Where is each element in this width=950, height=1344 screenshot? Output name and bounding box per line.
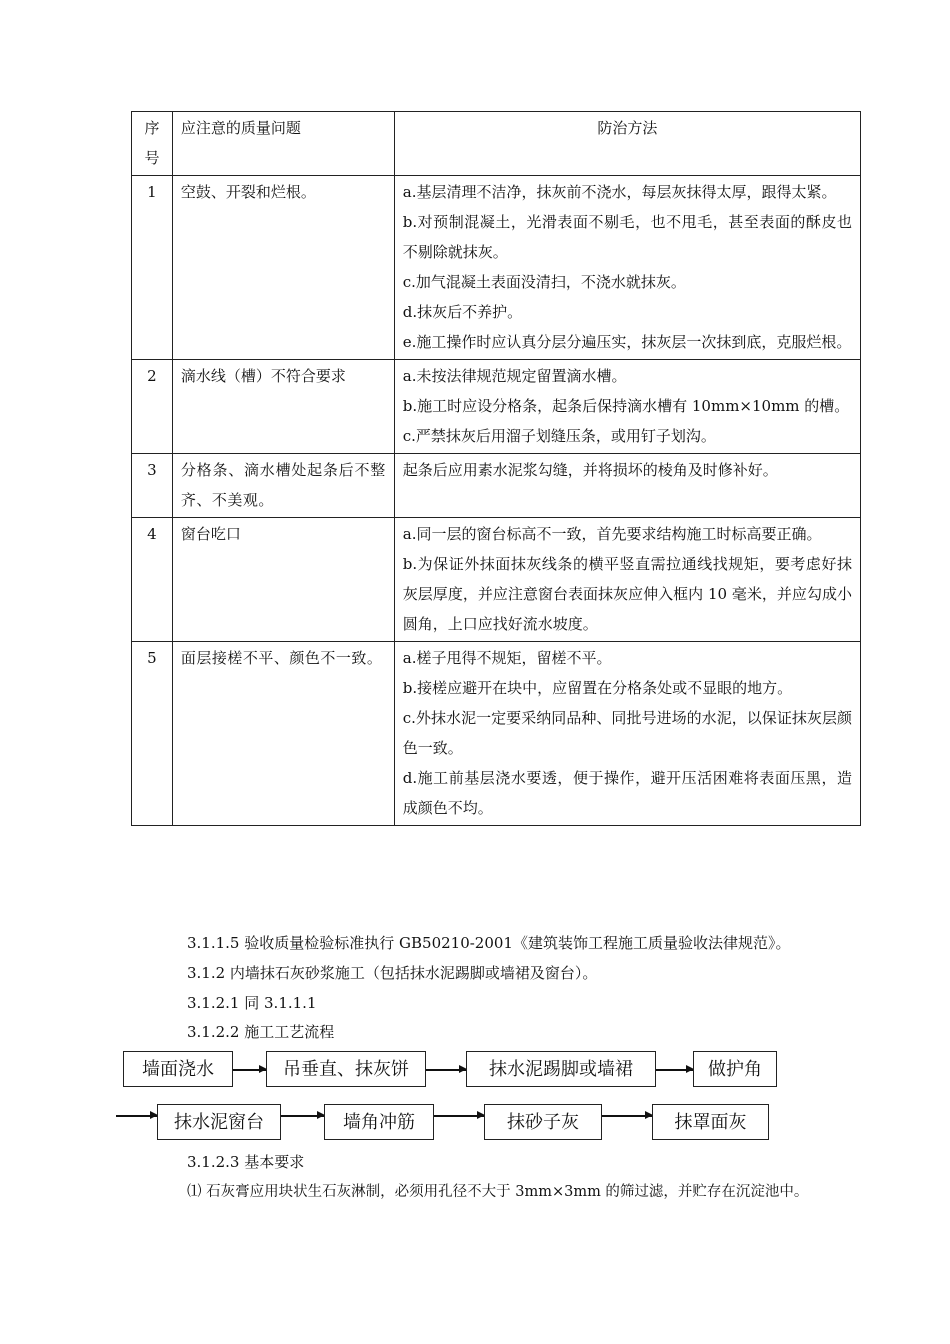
flow-arrow-icon xyxy=(426,1069,466,1071)
quality-issues-table xyxy=(131,111,861,826)
method-item: d.施工前基层浇水要透，便于操作，避开压活困难将表面压黑，造成颜色不均。 xyxy=(402,769,852,817)
flow-arrow-icon xyxy=(602,1115,652,1117)
method-item: b.对预制混凝土，光滑表面不剔毛，也不甩毛，甚至表面的酥皮也不剔除就抹灰。 xyxy=(402,213,852,261)
row-issue: 分格条、滴水槽处起条后不整齐、不美观。 xyxy=(172,454,394,518)
row-number: 1 xyxy=(132,176,173,360)
method-item: a.同一层的窗台标高不一致，首先要求结构施工时标高要正确。 xyxy=(402,525,822,543)
method-item: 起条后应用素水泥浆勾缝，并将损坏的棱角及时修补好。 xyxy=(402,461,778,479)
row-number: 3 xyxy=(132,454,173,518)
header-serial: 序号 xyxy=(132,112,173,176)
method-item: a.基层清理不洁净，抹灰前不浇水，每层灰抹得太厚，跟得太紧。 xyxy=(402,183,837,201)
header-method: 防治方法 xyxy=(394,112,860,176)
method-item: b.施工时应设分格条，起条后保持滴水槽有 10mm×10mm 的槽。 xyxy=(402,397,850,415)
section-heading-3-1-2: 3.1.2 内墙抹石灰砂浆施工（包括抹水泥踢脚或墙裙及窗台）。 xyxy=(187,964,598,982)
row-issue: 窗台吃口 xyxy=(172,518,394,642)
flow-arrow-icon xyxy=(656,1069,693,1071)
flow-step-wall-watering: 墙面浇水 xyxy=(123,1051,233,1087)
row-issue: 滴水线（槽）不符合要求 xyxy=(172,360,394,454)
acceptance-standard-line: 3.1.1.5 验收质量检验标准执行 GB50210-2001《建筑装饰工程施工质量验收法律规范》。 xyxy=(187,934,791,952)
method-item: b.接槎应避开在块中，应留置在分格条处或不显眼的地方。 xyxy=(402,679,793,697)
table-row xyxy=(132,518,861,642)
section-heading-3-1-2-3: 3.1.2.3 基本要求 xyxy=(187,1153,305,1171)
method-item: d.抹灰后不养护。 xyxy=(402,303,523,321)
table-header-row xyxy=(132,112,861,176)
flow-arrow-icon xyxy=(233,1069,266,1071)
flow-step-sand-mortar: 抹砂子灰 xyxy=(484,1104,602,1140)
method-item: a.未按法律规范规定留置滴水槽。 xyxy=(402,367,627,385)
method-item: c.加气混凝土表面没清扫，不浇水就抹灰。 xyxy=(402,273,686,291)
method-item: c.严禁抹灰后用溜子划缝压条，或用钉子划沟。 xyxy=(402,427,716,445)
flow-step-skirting-dado: 抹水泥踢脚或墙裙 xyxy=(466,1051,656,1087)
flow-arrow-icon xyxy=(281,1115,324,1117)
method-item: e.施工操作时应认真分层分遍压实，抹灰层一次抹到底，克服烂根。 xyxy=(402,333,852,351)
row-methods xyxy=(394,176,860,360)
row-methods xyxy=(394,642,860,826)
flow-arrow-icon xyxy=(434,1115,484,1117)
header-issue: 应注意的质量问题 xyxy=(172,112,394,176)
section-heading-3-1-2-1: 3.1.2.1 同 3.1.1.1 xyxy=(187,994,317,1012)
table-row xyxy=(132,454,861,518)
row-methods xyxy=(394,454,860,518)
method-item: c.外抹水泥一定要采纳同品种、同批号进场的水泥，以保证抹灰层颜色一致。 xyxy=(402,709,852,757)
flow-step-corner-guard: 做护角 xyxy=(693,1051,777,1087)
flow-step-corner-screeds: 墙角冲筋 xyxy=(324,1104,434,1140)
row-number: 4 xyxy=(132,518,173,642)
flow-step-window-sill: 抹水泥窗台 xyxy=(157,1104,281,1140)
flow-step-finish-coat: 抹罩面灰 xyxy=(652,1104,769,1140)
row-number: 5 xyxy=(132,642,173,826)
row-methods xyxy=(394,518,860,642)
flow-arrow-icon xyxy=(116,1115,157,1117)
table-row xyxy=(132,176,861,360)
section-heading-3-1-2-2: 3.1.2.2 施工工艺流程 xyxy=(187,1023,335,1041)
table-row xyxy=(132,360,861,454)
requirement-item-1: ⑴ 石灰膏应用块状生石灰淋制，必须用孔径不大于 3mm×3mm 的筛过滤，并贮存在沉淀池中。 xyxy=(187,1184,809,1200)
method-item: b.为保证外抹面抹灰线条的横平竖直需拉通线找规矩，要考虑好抹灰层厚度，并应注意窗台表面抹灰应伸入框内 10 毫米，并应勾成小圆角，上口应找好流水坡度。 xyxy=(402,555,852,633)
row-number: 2 xyxy=(132,360,173,454)
table-row xyxy=(132,642,861,826)
row-methods xyxy=(394,360,860,454)
method-item: a.槎子甩得不规矩，留槎不平。 xyxy=(402,649,612,667)
flow-step-plumb-plaster-cakes: 吊垂直、抹灰饼 xyxy=(266,1051,426,1087)
row-issue: 面层接槎不平、颜色不一致。 xyxy=(172,642,394,826)
row-issue: 空鼓、开裂和烂根。 xyxy=(172,176,394,360)
